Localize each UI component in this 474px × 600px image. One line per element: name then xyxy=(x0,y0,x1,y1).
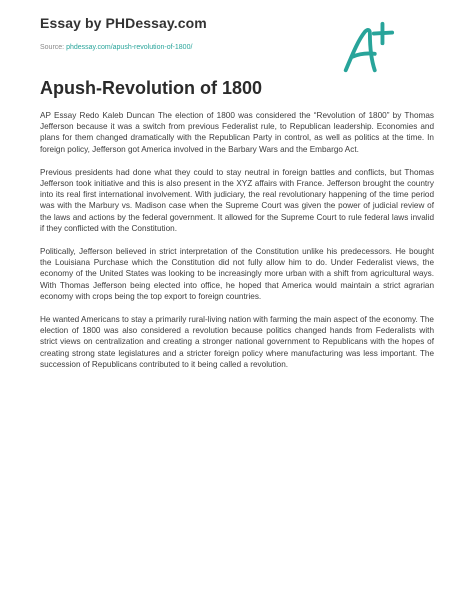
essay-paragraph: AP Essay Redo Kaleb Duncan The election of 1800 was considered the “Revolution of 1800” by Thomas Jefferson because it was a switch from previous Federalist rule, to Republican leadership. Economies and plans for them changed dramatically with the Republican Party in control, as well as politics at the time. In foreign policy, Jefferson got America involved in the Barbary Wars and the Embargo Act. xyxy=(40,111,434,154)
source-label: Source: xyxy=(40,44,65,51)
essay-body xyxy=(40,110,434,370)
page-header xyxy=(40,0,434,51)
site-title: Essay by PHDessay.com xyxy=(40,15,207,31)
a-plus-logo-icon xyxy=(338,20,396,78)
essay-paragraph: Politically, Jefferson believed in strict interpretation of the Constitution unlike his predecessors. He bought the Louisiana Purchase which the Constitution did not fully allow him to do. Under Federalist views, the economy of the United States was looking to be increasingly more urban with a shift from agricultural ways. With Thomas Jefferson being elected into office, he hoped that America would maintain a strict agrarian economy with crops being the top export to foreign countries. xyxy=(40,247,434,301)
essay-title: Apush-Revolution of 1800 xyxy=(40,78,263,98)
source-link[interactable]: phdessay.com/apush-revolution-of-1800/ xyxy=(66,44,193,51)
essay-paragraph: Previous presidents had done what they could to stay neutral in foreign battles and conflicts, but Thomas Jefferson took initiative and this is also present in the XYZ affairs with France. Jefferson brought the country into its real first international involvement. With judiciary, the real revolutionary happening of the time period was with the Marbury vs. Madison case when the Supreme Court was given the power of judicial review of the laws and actions by the federal government. It allowed for the Supreme Court to rule federal laws invalid if they conflicted with the Constitution. xyxy=(40,167,434,233)
essay-paragraph: He wanted Americans to stay a primarily rural-living nation with farming the main aspect of the economy. The election of 1800 was also considered a revolution because politics changed hands from Federalists with strict views on centralization and creating a stronger national government to Republicans with the hopes of creating strong state legislatures and a stricter foreign policy where manufacturing was less important. The succession of Republicans contributed to it being called a revolution. xyxy=(40,315,434,369)
